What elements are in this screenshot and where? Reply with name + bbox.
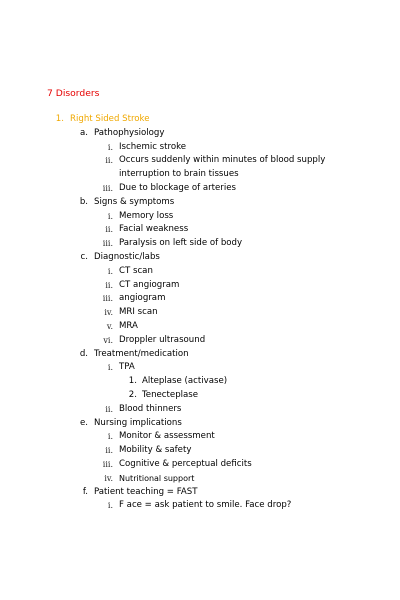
outline-text: Signs & symptoms bbox=[94, 196, 175, 207]
outline-marker: a. bbox=[80, 127, 88, 138]
outline-text: Ischemic stroke bbox=[119, 141, 187, 152]
section-heading: 7 Disorders bbox=[47, 88, 100, 99]
outline-marker: 1. bbox=[128, 376, 137, 387]
outline-marker: i. bbox=[107, 142, 113, 152]
outline-marker: 1. bbox=[55, 114, 64, 124]
outline-marker: ii. bbox=[105, 225, 113, 235]
outline-marker: 2. bbox=[128, 390, 137, 400]
outline-text: angiogram bbox=[119, 293, 166, 304]
outline-marker: b. bbox=[79, 196, 88, 207]
outline-text: Nutritional support bbox=[119, 473, 195, 483]
outline-text: Blood thinners bbox=[119, 403, 182, 414]
outline-text: Patient teaching = FAST bbox=[94, 486, 198, 497]
outline-text: MRA bbox=[119, 321, 138, 331]
outline-text: Cognitive & perceptual deficits bbox=[119, 459, 252, 469]
outline-marker: i. bbox=[107, 363, 113, 373]
outline-marker: iv. bbox=[104, 473, 113, 483]
outline-marker: e. bbox=[79, 417, 88, 428]
outline-marker: v. bbox=[106, 322, 113, 331]
outline-text: Occurs suddenly within minutes of blood supply bbox=[119, 155, 326, 166]
outline-marker: ii. bbox=[105, 156, 113, 166]
outline-text: Nursing implications bbox=[94, 417, 182, 428]
outline-marker: iv. bbox=[104, 308, 113, 318]
outline-marker: d. bbox=[79, 348, 88, 359]
outline-text: CT scan bbox=[119, 265, 153, 276]
outline-text: Tenecteplase bbox=[142, 390, 199, 400]
outline-marker: i. bbox=[107, 211, 113, 221]
outline-text: Facial weakness bbox=[119, 224, 189, 235]
outline-marker: ii. bbox=[105, 446, 113, 456]
outline-text: interruption to brain tissues bbox=[119, 169, 239, 180]
outline-text: CT angiogram bbox=[119, 279, 180, 290]
outline-text: MRI scan bbox=[119, 307, 158, 318]
outline-marker: iii. bbox=[102, 184, 113, 193]
outline-marker: i. bbox=[107, 266, 113, 276]
outline-text: Memory loss bbox=[119, 210, 174, 221]
outline-marker: iii. bbox=[102, 294, 113, 304]
outline-marker: i. bbox=[107, 501, 113, 511]
outline-text: Due to blockage of arteries bbox=[119, 183, 236, 193]
outline-marker: c. bbox=[80, 252, 88, 262]
outline-marker: iii. bbox=[102, 239, 113, 249]
outline-text: Treatment/medication bbox=[94, 348, 189, 359]
outline-text: Paralysis on left side of body bbox=[119, 238, 243, 249]
outline-marker: vi. bbox=[103, 335, 113, 345]
outline-text: TPA bbox=[119, 362, 135, 373]
outline-text: Droppler ultrasound bbox=[119, 334, 206, 345]
outline-text: Diagnostic/labs bbox=[94, 252, 160, 262]
outline-marker: ii. bbox=[105, 404, 113, 414]
outline-marker: f. bbox=[82, 486, 88, 497]
outline-marker: i. bbox=[107, 432, 113, 442]
outline-text: Alteplase (activase) bbox=[142, 376, 228, 387]
outline-marker: ii. bbox=[105, 280, 113, 290]
outline-text: Monitor & assessment bbox=[119, 431, 215, 442]
outline-text: Pathophysiology bbox=[94, 127, 165, 138]
outline-text: F ace = ask patient to smile. Face drop? bbox=[119, 500, 292, 511]
outline-marker: iii. bbox=[102, 460, 113, 469]
outline-text: Right Sided Stroke bbox=[70, 114, 150, 124]
outline-text: Mobility & safety bbox=[119, 445, 192, 456]
